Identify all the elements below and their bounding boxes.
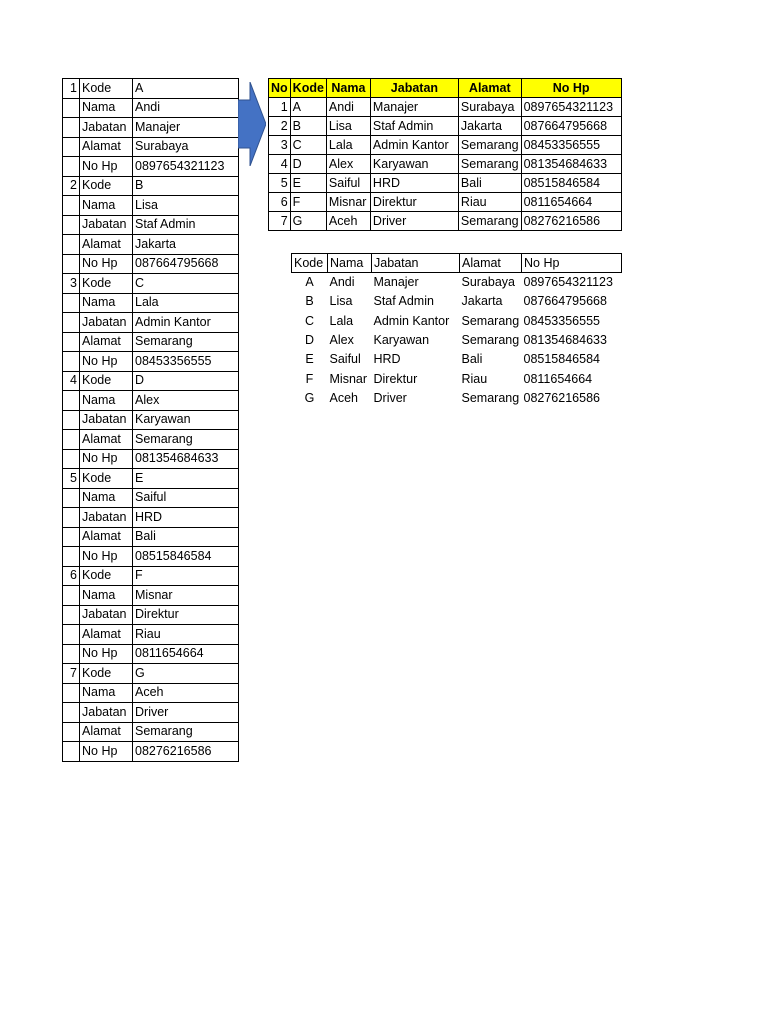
empty-cell: [63, 527, 80, 547]
field-label: Nama: [80, 293, 133, 313]
cell-alamat: Surabaya: [461, 275, 516, 290]
cell-jabatan: Admin Kantor: [370, 136, 458, 155]
column-header-alamat: Alamat: [460, 254, 522, 273]
cell-jabatan: Manajer: [370, 98, 458, 117]
cell-no: 4: [269, 155, 291, 174]
cell-no-hp: 087664795668: [521, 117, 621, 136]
cell-jabatan: HRD: [373, 352, 401, 367]
cell-jabatan: Staf Admin: [373, 294, 434, 309]
table-row: [63, 430, 239, 450]
empty-cell: [63, 118, 80, 138]
table-row: [292, 312, 622, 331]
empty-cell: [63, 352, 80, 372]
field-label: No Hp: [80, 352, 133, 372]
cell-no-hp: 081354684633: [521, 155, 621, 174]
field-value: E: [133, 469, 239, 489]
table-row: [63, 625, 239, 645]
column-header-alamat: Alamat: [458, 79, 521, 98]
cell-kode: B: [290, 117, 326, 136]
record-number: 5: [63, 469, 80, 489]
table-row: [63, 722, 239, 742]
table-row: [63, 410, 239, 430]
cell-nama: Saiful: [326, 174, 370, 193]
column-header-no-hp: No Hp: [521, 79, 621, 98]
cell-no-hp: 08453356555: [521, 136, 621, 155]
field-value: F: [133, 566, 239, 586]
cell-kode: G: [304, 390, 315, 405]
cell-nama: Andi: [329, 275, 355, 290]
cell-no-hp: 0897654321123: [521, 98, 621, 117]
cell-jabatan: Driver: [373, 390, 407, 405]
cell-nama: Alex: [326, 155, 370, 174]
table-row: [63, 703, 239, 723]
record-number: 1: [63, 79, 80, 99]
table-row: [63, 742, 239, 762]
field-value: 08276216586: [133, 742, 239, 762]
cell-kode: C: [304, 313, 315, 328]
table-row: [63, 196, 239, 216]
column-header-kode: Kode: [292, 254, 328, 273]
field-label: Kode: [80, 371, 133, 391]
table-row: [63, 215, 239, 235]
field-value: Riau: [133, 625, 239, 645]
column-header-jabatan: Jabatan: [372, 254, 460, 273]
empty-cell: [63, 391, 80, 411]
cell-kode: A: [305, 275, 314, 290]
cell-jabatan: Staf Admin: [370, 117, 458, 136]
field-label: Alamat: [80, 235, 133, 255]
field-value: 0897654321123: [133, 157, 239, 177]
field-label: Kode: [80, 469, 133, 489]
field-value: Manajer: [133, 118, 239, 138]
table-row: [269, 98, 622, 117]
field-label: Alamat: [80, 430, 133, 450]
cell-no-hp: 08276216586: [521, 212, 621, 231]
cell-no: 3: [269, 136, 291, 155]
field-value: Lala: [133, 293, 239, 313]
cell-jabatan: Karyawan: [370, 155, 458, 174]
cell-no-hp: 08515846584: [523, 352, 600, 367]
cell-no-hp: 0811654664: [523, 371, 593, 386]
empty-cell: [63, 254, 80, 274]
field-label: No Hp: [80, 449, 133, 469]
table-row: [292, 350, 622, 369]
cell-jabatan: Admin Kantor: [373, 313, 450, 328]
empty-cell: [63, 586, 80, 606]
table-row: [63, 547, 239, 567]
field-label: Kode: [80, 176, 133, 196]
table-row: [63, 313, 239, 333]
table-row: [269, 212, 622, 231]
cell-kode: F: [290, 193, 326, 212]
record-number: 7: [63, 664, 80, 684]
empty-cell: [63, 683, 80, 703]
cell-no: 2: [269, 117, 291, 136]
cell-no-hp: 08515846584: [521, 174, 621, 193]
field-label: Nama: [80, 586, 133, 606]
field-label: Alamat: [80, 332, 133, 352]
right-arrow-icon: [238, 82, 266, 166]
cell-nama: Aceh: [329, 390, 358, 405]
field-label: Kode: [80, 79, 133, 99]
field-value: Direktur: [133, 605, 239, 625]
cell-no-hp: 087664795668: [523, 294, 607, 309]
header-row: [269, 79, 622, 98]
vertical-record-table: [62, 78, 239, 762]
empty-cell: [63, 430, 80, 450]
cell-alamat: Semarang: [461, 333, 520, 348]
column-header-no: No: [269, 79, 291, 98]
field-value: Semarang: [133, 722, 239, 742]
cell-nama: Lala: [326, 136, 370, 155]
table-row: [63, 586, 239, 606]
empty-cell: [63, 293, 80, 313]
table-row: [63, 352, 239, 372]
table-row: [63, 157, 239, 177]
field-value: Driver: [133, 703, 239, 723]
field-label: Kode: [80, 664, 133, 684]
cell-kode: F: [305, 371, 314, 386]
field-label: Alamat: [80, 625, 133, 645]
cell-nama: Lisa: [326, 117, 370, 136]
field-label: Jabatan: [80, 605, 133, 625]
cell-kode: A: [290, 98, 326, 117]
empty-cell: [63, 625, 80, 645]
cell-alamat: Semarang: [458, 212, 521, 231]
table-row: [63, 274, 239, 294]
cell-kode: G: [290, 212, 326, 231]
empty-cell: [63, 605, 80, 625]
cell-jabatan: Karyawan: [373, 333, 430, 348]
cell-kode: B: [305, 294, 314, 309]
field-value: A: [133, 79, 239, 99]
cell-alamat: Semarang: [461, 313, 520, 328]
field-label: Alamat: [80, 722, 133, 742]
field-value: 08453356555: [133, 352, 239, 372]
column-header-nama: Nama: [328, 254, 372, 273]
field-value: Admin Kantor: [133, 313, 239, 333]
cell-no: 6: [269, 193, 291, 212]
table-row: [63, 254, 239, 274]
field-value: C: [133, 274, 239, 294]
table-row: [63, 176, 239, 196]
table-row: [63, 488, 239, 508]
field-value: Surabaya: [133, 137, 239, 157]
field-value: Staf Admin: [133, 215, 239, 235]
field-value: 0811654664: [133, 644, 239, 664]
record-number: 4: [63, 371, 80, 391]
field-value: D: [133, 371, 239, 391]
cell-alamat: Bali: [458, 174, 521, 193]
table-row: [63, 644, 239, 664]
table-row: [292, 389, 622, 408]
empty-cell: [63, 644, 80, 664]
field-value: Alex: [133, 391, 239, 411]
field-value: Andi: [133, 98, 239, 118]
table-row: [269, 117, 622, 136]
cell-no-hp: 08276216586: [523, 390, 600, 405]
cell-alamat: Bali: [461, 352, 483, 367]
field-value: 08515846584: [133, 547, 239, 567]
cell-kode: D: [304, 333, 315, 348]
field-label: No Hp: [80, 742, 133, 762]
table-row: [63, 605, 239, 625]
empty-cell: [63, 410, 80, 430]
table-row: [63, 79, 239, 99]
table-row: [63, 118, 239, 138]
table-row: [63, 449, 239, 469]
table-row: [63, 371, 239, 391]
field-value: Karyawan: [133, 410, 239, 430]
field-value: 081354684633: [133, 449, 239, 469]
column-header-nama: Nama: [326, 79, 370, 98]
cell-alamat: Riau: [461, 371, 488, 386]
cell-kode: C: [290, 136, 326, 155]
field-label: Jabatan: [80, 215, 133, 235]
field-value: Jakarta: [133, 235, 239, 255]
field-label: Alamat: [80, 137, 133, 157]
column-header-jabatan: Jabatan: [370, 79, 458, 98]
empty-cell: [63, 722, 80, 742]
table-row: [63, 98, 239, 118]
table-row: [63, 508, 239, 528]
table-row: [269, 136, 622, 155]
field-label: Nama: [80, 98, 133, 118]
table-row: [292, 369, 622, 388]
field-label: Jabatan: [80, 703, 133, 723]
field-label: Kode: [80, 274, 133, 294]
table-row: [63, 469, 239, 489]
cell-no-hp: 081354684633: [523, 333, 607, 348]
cell-jabatan: Direktur: [373, 371, 418, 386]
empty-cell: [63, 547, 80, 567]
table-row: [63, 235, 239, 255]
table-row: [292, 292, 622, 311]
column-header-kode: Kode: [290, 79, 326, 98]
field-label: Jabatan: [80, 410, 133, 430]
empty-cell: [63, 157, 80, 177]
field-label: Alamat: [80, 527, 133, 547]
table-row: [63, 137, 239, 157]
cell-no-hp: 0897654321123: [523, 275, 613, 290]
record-number: 6: [63, 566, 80, 586]
field-label: Nama: [80, 391, 133, 411]
empty-cell: [63, 449, 80, 469]
cell-kode: E: [290, 174, 326, 193]
field-label: Kode: [80, 566, 133, 586]
table-row: [63, 566, 239, 586]
field-label: No Hp: [80, 547, 133, 567]
field-label: No Hp: [80, 254, 133, 274]
empty-cell: [63, 313, 80, 333]
table-row: [63, 527, 239, 547]
table-row: [292, 331, 622, 350]
field-label: Jabatan: [80, 313, 133, 333]
field-value: B: [133, 176, 239, 196]
cell-alamat: Riau: [458, 193, 521, 212]
table-row: [269, 155, 622, 174]
cell-jabatan: HRD: [370, 174, 458, 193]
cell-nama: Aceh: [326, 212, 370, 231]
empty-cell: [63, 137, 80, 157]
field-value: Lisa: [133, 196, 239, 216]
field-label: No Hp: [80, 644, 133, 664]
field-value: Saiful: [133, 488, 239, 508]
field-label: Jabatan: [80, 508, 133, 528]
table-row: [292, 273, 622, 293]
field-value: HRD: [133, 508, 239, 528]
field-label: Nama: [80, 488, 133, 508]
empty-cell: [63, 332, 80, 352]
cell-no: 1: [269, 98, 291, 117]
table-row: [63, 293, 239, 313]
field-value: Bali: [133, 527, 239, 547]
field-label: Jabatan: [80, 118, 133, 138]
empty-cell: [63, 196, 80, 216]
table-row: [269, 174, 622, 193]
cell-nama: Saiful: [329, 352, 361, 367]
empty-cell: [63, 488, 80, 508]
field-value: Semarang: [133, 332, 239, 352]
cell-alamat: Semarang: [461, 390, 520, 405]
empty-cell: [63, 235, 80, 255]
cell-jabatan: Manajer: [373, 275, 419, 290]
table-row: [63, 391, 239, 411]
table-row: [63, 664, 239, 684]
cell-no: 5: [269, 174, 291, 193]
empty-cell: [63, 98, 80, 118]
cell-nama: Andi: [326, 98, 370, 117]
cell-nama: Alex: [329, 333, 354, 348]
cell-nama: Misnar: [329, 371, 368, 386]
cell-no: 7: [269, 212, 291, 231]
column-header-no-hp: No Hp: [522, 254, 622, 273]
transposed-table: [268, 78, 622, 231]
record-number: 2: [63, 176, 80, 196]
table-row: [63, 683, 239, 703]
cell-no-hp: 0811654664: [521, 193, 621, 212]
field-label: Nama: [80, 683, 133, 703]
field-label: Nama: [80, 196, 133, 216]
table-row: [269, 193, 622, 212]
empty-cell: [63, 703, 80, 723]
cell-alamat: Semarang: [458, 136, 521, 155]
field-label: No Hp: [80, 157, 133, 177]
cell-alamat: Semarang: [458, 155, 521, 174]
table-row: [63, 332, 239, 352]
summary-table: [291, 253, 622, 408]
cell-kode: E: [305, 352, 314, 367]
field-value: Misnar: [133, 586, 239, 606]
empty-cell: [63, 215, 80, 235]
cell-jabatan: Driver: [370, 212, 458, 231]
field-value: 087664795668: [133, 254, 239, 274]
field-value: Semarang: [133, 430, 239, 450]
empty-cell: [63, 508, 80, 528]
header-row: [292, 254, 622, 273]
cell-no-hp: 08453356555: [523, 313, 600, 328]
record-number: 3: [63, 274, 80, 294]
cell-kode: D: [290, 155, 326, 174]
cell-jabatan: Direktur: [370, 193, 458, 212]
cell-nama: Lisa: [329, 294, 353, 309]
field-value: G: [133, 664, 239, 684]
cell-nama: Lala: [329, 313, 354, 328]
cell-alamat: Surabaya: [458, 98, 521, 117]
cell-alamat: Jakarta: [461, 294, 503, 309]
cell-nama: Misnar: [326, 193, 370, 212]
cell-alamat: Jakarta: [458, 117, 521, 136]
field-value: Aceh: [133, 683, 239, 703]
empty-cell: [63, 742, 80, 762]
